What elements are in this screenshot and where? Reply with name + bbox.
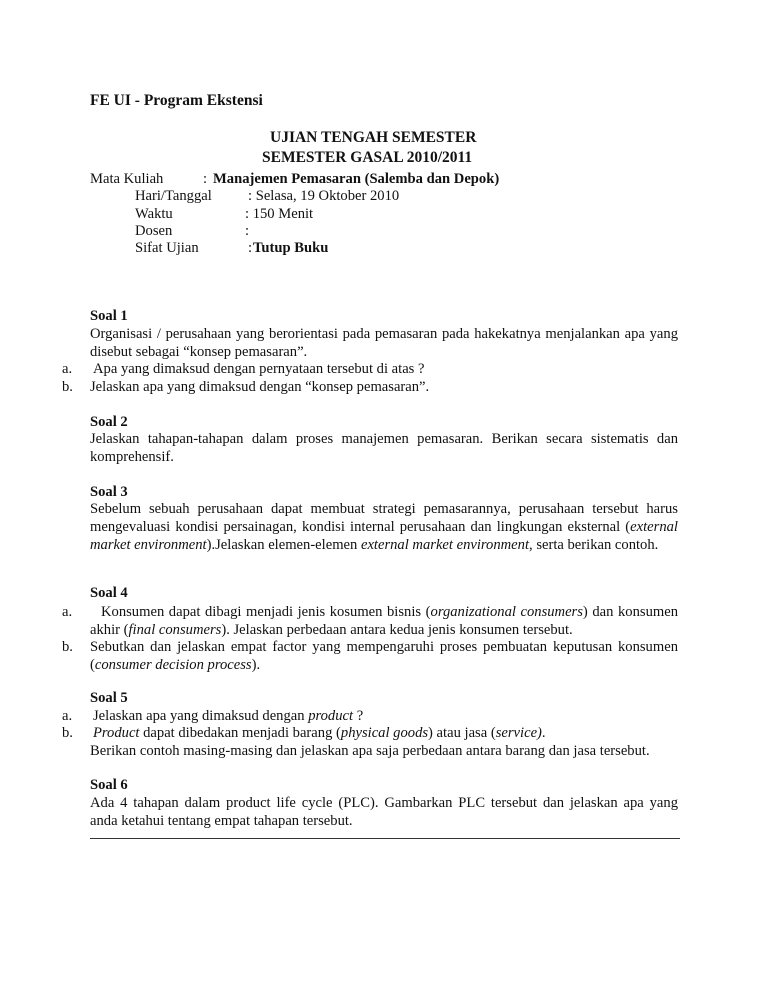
dosen-value: : <box>245 223 250 239</box>
soal4-a-text-2: ) dan konsumen akhir ( <box>90 604 678 638</box>
soal3-text-3: , serta berikan contoh. <box>529 537 659 553</box>
soal3-text <box>90 500 678 554</box>
soal5-b-text-2: ) atau jasa ( <box>428 725 496 741</box>
waktu-value: : 150 Menit <box>245 206 314 222</box>
sifat-colon: : <box>248 240 253 256</box>
soal5-a-text-1: Jelaskan apa yang dimaksud dengan <box>93 708 309 724</box>
soal4-b-label: b. <box>62 639 73 655</box>
soal5-title: Soal 5 <box>90 690 128 706</box>
sifat-label: Sifat Ujian <box>135 240 199 256</box>
semester-title: SEMESTER GASAL 2010/2011 <box>262 149 473 166</box>
soal4-a-italic-1: organizational consumers <box>430 604 583 620</box>
soal4-a-italic-2: final consumers <box>128 622 222 638</box>
mata-kuliah-label: Mata Kuliah <box>90 171 164 187</box>
soal2-title: Soal 2 <box>90 414 128 430</box>
soal4-a-text <box>90 603 678 639</box>
soal5-b-text-1: dapat dibedakan menjadi barang ( <box>139 725 341 741</box>
soal4-a-text-1: Konsumen dapat dibagi menjadi jenis kosumen bisnis ( <box>101 604 431 620</box>
mata-kuliah-colon: : <box>203 171 208 187</box>
hari-label: Hari/Tanggal <box>135 188 212 204</box>
soal1-a-label: a. <box>62 361 73 377</box>
exam-title: UJIAN TENGAH SEMESTER <box>270 129 477 146</box>
soal5-b-italic-3: service) <box>495 725 542 741</box>
soal3-text-2: ).Jelaskan elemen-elemen <box>206 537 361 553</box>
waktu-label: Waktu <box>135 206 173 222</box>
soal3-italic-2: external market environment <box>360 537 530 553</box>
soal1-text: Organisasi / perusahaan yang berorientasi pada pemasaran pada hakekatnya menjalankan apa yang disebut sebagai “konsep pemasaran”. <box>90 326 678 360</box>
soal5-a-text <box>93 707 363 725</box>
soal4-a-text-3: ). Jelaskan perbedaan antara kedua jenis konsumen tersebut. <box>221 622 573 638</box>
bottom-divider <box>90 838 680 839</box>
soal4-b-text-1: Sebutkan dan jelaskan empat factor yang mempengaruhi proses pembuatan keputusan konsumen ( <box>90 639 678 673</box>
soal4-title: Soal 4 <box>90 585 128 601</box>
soal4-b-text <box>90 638 678 674</box>
soal5-b-text <box>93 724 546 742</box>
soal5-b-italic-2: physical goods <box>340 725 429 741</box>
soal1-a-text: Apa yang dimaksud dengan pernyataan tersebut di atas ? <box>93 361 425 377</box>
soal3-italic-1: external market environment <box>90 519 678 553</box>
soal6-text: Ada 4 tahapan dalam product life cycle (PLC). Gambarkan PLC tersebut dan jelaskan apa yang anda ketahui tentang empat tahapan tersebut. <box>90 795 678 829</box>
soal1-title: Soal 1 <box>90 308 128 324</box>
soal4-b-text-2: ). <box>251 657 261 673</box>
soal1-b-text: Jelaskan apa yang dimaksud dengan “konsep pemasaran”. <box>90 379 430 395</box>
soal1-b-label: b. <box>62 379 73 395</box>
soal5-b-italic-1: Product <box>93 725 140 741</box>
soal4-a-label: a. <box>62 604 73 620</box>
soal5-b-continuation: Berikan contoh masing-masing dan jelaskan apa saja perbedaan antara barang dan jasa tersebut. <box>90 743 650 759</box>
hari-value: : Selasa, 19 Oktober 2010 <box>248 188 400 204</box>
soal2-text: Jelaskan tahapan-tahapan dalam proses manajemen pemasaran. Berikan secara sistematis dan komprehensif. <box>90 431 678 465</box>
soal4-b-italic: consumer decision process <box>94 657 252 673</box>
dosen-label: Dosen <box>135 223 173 239</box>
mata-kuliah-value: Manajemen Pemasaran (Salemba dan Depok) <box>213 171 500 187</box>
soal6-title: Soal 6 <box>90 777 128 793</box>
soal3-text-1: Sebelum sebuah perusahaan dapat membuat strategi pemasarannya, perusahaan tersebut harus mengevaluasi kondisi persainagan, kondisi internal perusahaan dan lingkungan eksternal ( <box>90 501 678 535</box>
soal5-a-end: ? <box>353 708 364 724</box>
sifat-value: Tutup Buku <box>253 240 329 256</box>
soal5-b-text-3: . <box>541 725 546 741</box>
institution-heading: FE UI - Program Ekstensi <box>90 92 263 109</box>
soal5-a-label: a. <box>62 708 73 724</box>
soal5-b-label: b. <box>62 725 73 741</box>
soal5-a-italic: product <box>308 708 354 724</box>
soal3-title: Soal 3 <box>90 484 128 500</box>
